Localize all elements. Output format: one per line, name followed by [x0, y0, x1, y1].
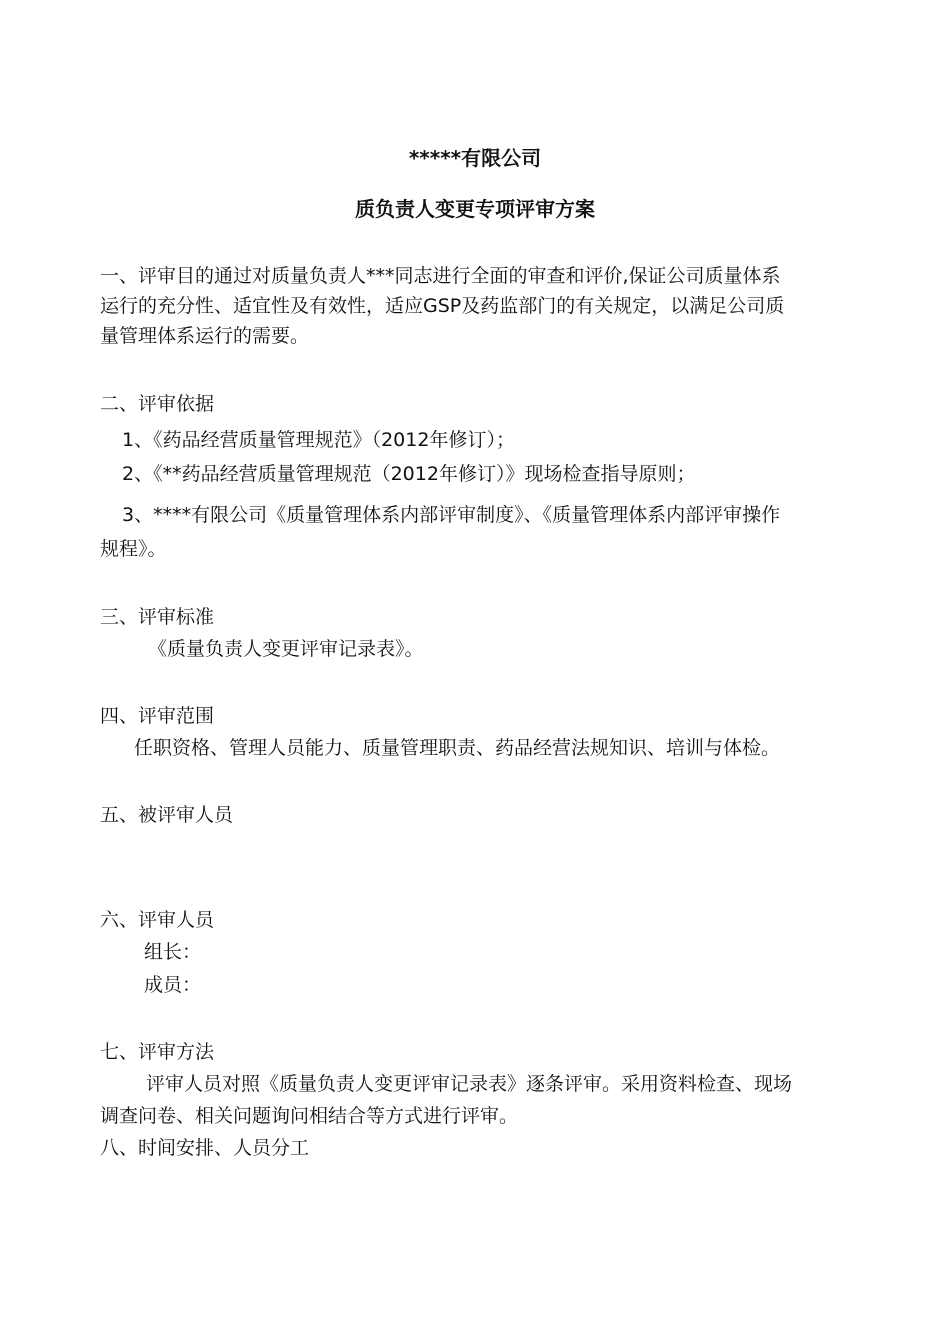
section2-item2: 2、《**药品经营质量管理规范（2012年修订）》现场检查指导原则； — [122, 463, 696, 485]
section1-line2: 运行的充分性、适宜性及有效性，适应GSP及药监部门的有关规定，以满足公司质 — [100, 295, 785, 317]
section5-heading: 五、被评审人员 — [100, 804, 234, 826]
section4-heading: 四、评审范围 — [100, 705, 215, 727]
section1-line1: 一、评审目的通过对质量负责人***同志进行全面的审查和评价,保证公司质量体系 — [100, 265, 781, 287]
section8-heading: 八、时间安排、人员分工 — [100, 1137, 310, 1159]
document-subtitle: 质负责人变更专项评审方案 — [355, 197, 595, 221]
section6-members: 成员： — [144, 974, 202, 996]
section2-item1: 1、《药品经营质量管理规范》（2012年修订）； — [122, 429, 515, 451]
document-title: *****有限公司 — [408, 146, 542, 170]
section2-item3-line1: 3、****有限公司《质量管理体系内部评审制度》、《质量管理体系内部评审操作 — [122, 504, 781, 526]
section2-heading: 二、评审依据 — [100, 393, 215, 415]
section6-leader: 组长： — [144, 941, 202, 963]
section6-heading: 六、评审人员 — [100, 909, 215, 931]
section3-heading: 三、评审标准 — [100, 606, 215, 628]
section4-body: 任职资格、管理人员能力、质量管理职责、药品经营法规知识、培训与体检。 — [134, 737, 781, 759]
section7-line2: 调查问卷、相关问题询问相结合等方式进行评审。 — [100, 1105, 519, 1127]
section2-item3-line2: 规程》。 — [100, 538, 167, 560]
section7-line1: 评审人员对照《质量负责人变更评审记录表》逐条评审。采用资料检查、现场 — [146, 1073, 793, 1095]
section1-line3: 量管理体系运行的需要。 — [100, 325, 310, 347]
section3-body: 《质量负责人变更评审记录表》。 — [148, 638, 424, 660]
section7-heading: 七、评审方法 — [100, 1041, 215, 1063]
